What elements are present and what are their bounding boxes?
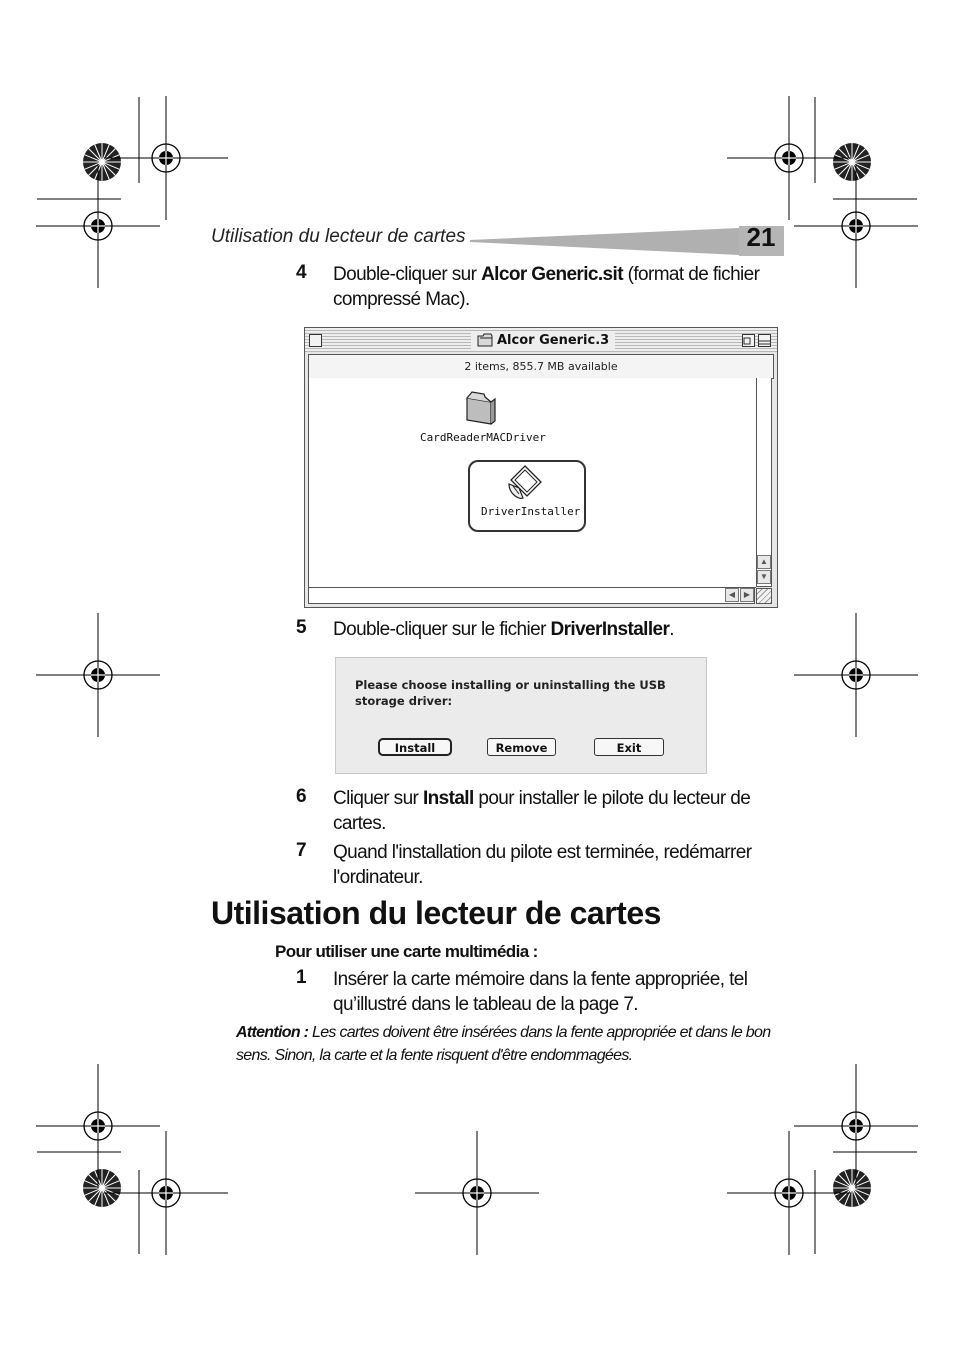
step-number-6: 6	[296, 786, 307, 807]
step-5-filename: DriverInstaller	[550, 619, 670, 640]
collapse-box-icon[interactable]	[758, 334, 771, 347]
step-4-pre: Double-cliquer sur	[333, 264, 482, 285]
attention-note	[236, 1021, 776, 1067]
finder-title-wrap	[471, 331, 615, 349]
step-number-5: 5	[296, 617, 307, 638]
installer-icon[interactable]	[505, 464, 545, 502]
scroll-up-icon[interactable]: ▲	[757, 555, 771, 569]
folder-icon	[477, 333, 493, 347]
step-6-text	[333, 786, 773, 836]
attention-text: Les cartes doivent être insérées dans la fente appropriée et dans le bon sens. Sinon, la carte et la fente risquent d'être endommagées.	[236, 1024, 771, 1064]
step-number-7: 7	[296, 840, 307, 861]
step-5-pre: Double-cliquer sur le fichier	[333, 619, 551, 640]
finder-window	[304, 327, 778, 608]
finder-title-bar[interactable]	[305, 328, 777, 352]
step-6-button-name: Install	[422, 788, 474, 809]
step-5-text	[333, 617, 773, 642]
section-subhead: Pour utiliser une carte multimédia :	[275, 942, 538, 961]
step-6-post: pour installer le pilote du lecteur de cartes.	[333, 788, 751, 834]
step-number-4: 4	[296, 262, 307, 283]
step-5-post: .	[669, 619, 674, 640]
section-title: Utilisation du lecteur de cartes	[211, 895, 661, 931]
remove-button[interactable]: Remove	[487, 738, 556, 756]
scroll-right-icon[interactable]: ▶	[740, 588, 754, 602]
running-head: Utilisation du lecteur de cartes	[211, 226, 466, 247]
zoom-box-icon[interactable]	[742, 334, 755, 347]
vertical-scrollbar[interactable]	[756, 378, 772, 587]
install-dialog	[335, 657, 707, 774]
step-4-text	[333, 262, 773, 312]
resize-grip-icon[interactable]	[756, 588, 772, 604]
dialog-message: Please choose installing or uninstalling the USB storage driver:	[355, 678, 666, 708]
step-7-text: Quand l'installation du pilote est terminée, redémarrer l'ordinateur.	[333, 842, 752, 888]
installer-item-label[interactable]: DriverInstaller	[481, 505, 581, 518]
step-number-1: 1	[296, 967, 307, 988]
step-6-pre: Cliquer sur	[333, 788, 423, 809]
finder-title: Alcor Generic.3	[497, 332, 610, 348]
exit-button[interactable]: Exit	[594, 738, 664, 756]
step-4-filename: Alcor Generic.sit	[481, 264, 623, 285]
folder-icon[interactable]	[464, 390, 498, 426]
scroll-down-icon[interactable]: ▼	[757, 570, 771, 584]
finder-info-bar: 2 items, 855.7 MB available	[308, 354, 774, 379]
folder-item-label[interactable]: CardReaderMACDriver	[420, 431, 546, 444]
close-box-icon[interactable]	[309, 334, 322, 347]
scroll-left-icon[interactable]: ◀	[725, 588, 739, 602]
attention-label: Attention :	[236, 1024, 309, 1041]
horizontal-scrollbar[interactable]	[308, 588, 755, 604]
install-button[interactable]: Install	[378, 738, 452, 756]
finder-content-area	[308, 378, 756, 588]
page-number: 21	[746, 222, 776, 252]
step-1-text: Insérer la carte mémoire dans la fente appropriée, tel qu’illustré dans le tableau de la page 7.	[333, 969, 748, 1015]
step-4-post: (format de fichier compressé Mac).	[333, 264, 760, 310]
